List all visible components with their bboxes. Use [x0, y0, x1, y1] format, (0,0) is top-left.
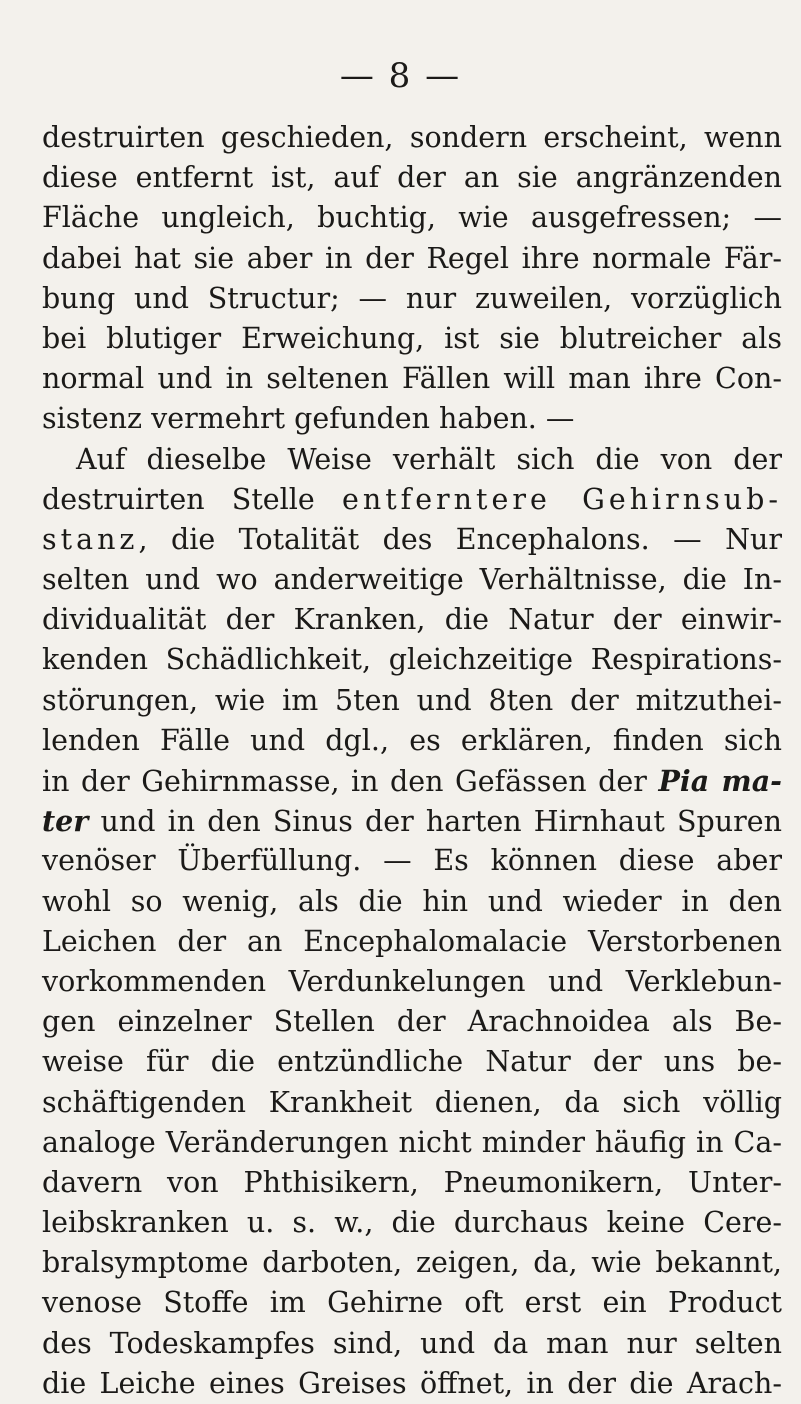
- page-number: — 8 —: [339, 56, 462, 96]
- text-line: normal und in seltenen Fällen will man ihre Con-: [42, 362, 782, 396]
- text-line: [42, 520, 782, 560]
- italic-term: ter: [42, 804, 89, 839]
- text-line: wohl so wenig, als die hin und wieder in den: [42, 884, 782, 918]
- text-line: analoge Veränderungen nicht minder häufig in Ca-: [42, 1125, 782, 1159]
- text-line: die Leiche eines Greises öffnet, in der die Arach-: [42, 1366, 782, 1400]
- text-line: [42, 761, 782, 801]
- text-line: Leichen der an Encephalomalacie Verstorbenen: [42, 924, 782, 958]
- emphasized-text: entferntere Gehirnsub-: [341, 482, 783, 516]
- text-line: [42, 480, 782, 520]
- text-line: des Todeskampfes sind, und da man nur selten: [42, 1326, 782, 1360]
- text-line: davern von Phthisikern, Pneumonikern, Unter-: [42, 1165, 782, 1199]
- text-line: Fläche ungleich, buchtig, wie ausgefressen; —: [42, 201, 782, 235]
- italic-term: Pia ma-: [658, 764, 782, 798]
- text-line: venöser Überfüllung. — Es können diese aber: [42, 844, 782, 878]
- text-line: destruirten geschieden, sondern erscheint, wenn: [42, 121, 782, 154]
- text-line: bralsymptome darboten, zeigen, da, wie bekannt,: [42, 1246, 782, 1280]
- text-line: diese entfernt ist, auf der an sie angränzenden: [42, 161, 782, 195]
- text-line: lenden Fälle und dgl., es erklären, finden sich: [42, 723, 782, 757]
- text-segment: in der Gehirnmasse, in den Gefässen der: [42, 765, 659, 798]
- text-segment: destruirten Stelle: [42, 482, 342, 516]
- text-segment: und in den Sinus der harten Hirnhaut Spuren: [88, 805, 782, 839]
- text-line: störungen, wie im 5ten und 8ten der mitzuthei-: [42, 683, 782, 717]
- text-line: sistenz vermehrt gefunden haben. —: [42, 402, 575, 436]
- text-line: venose Stoffe im Gehirne oft erst ein Product: [42, 1286, 782, 1320]
- text-line: vorkommenden Verdunkelungen und Verklebun-: [42, 964, 782, 998]
- text-line: weise für die entzündliche Natur der uns be-: [42, 1045, 782, 1079]
- text-line: Auf dieselbe Weise verhält sich die von der: [76, 442, 782, 476]
- text-line: dabei hat sie aber in der Regel ihre normale Fär-: [42, 241, 782, 275]
- text-line: [42, 801, 782, 841]
- text-segment: , die Totalität des Encephalons. — Nur: [138, 522, 782, 556]
- text-line: selten und wo anderweitige Verhältnisse, die In-: [42, 563, 782, 597]
- text-line: leibskranken u. s. w., die durchaus keine Cere-: [42, 1206, 782, 1240]
- text-line: bung und Structur; — nur zuweilen, vorzüglich: [42, 281, 782, 315]
- text-line: bei blutiger Erweichung, ist sie blutreicher als: [42, 321, 782, 355]
- text-line: dividualität der Kranken, die Natur der einwir-: [42, 603, 782, 637]
- text-line: kenden Schädlichkeit, gleichzeitige Respirations-: [42, 643, 782, 677]
- body-text: [42, 118, 782, 1404]
- text-line: gen einzelner Stellen der Arachnoidea als Be-: [42, 1005, 782, 1039]
- text-line: schäftigenden Krankheit dienen, da sich völlig: [42, 1085, 782, 1119]
- emphasized-text: stanz: [42, 522, 139, 556]
